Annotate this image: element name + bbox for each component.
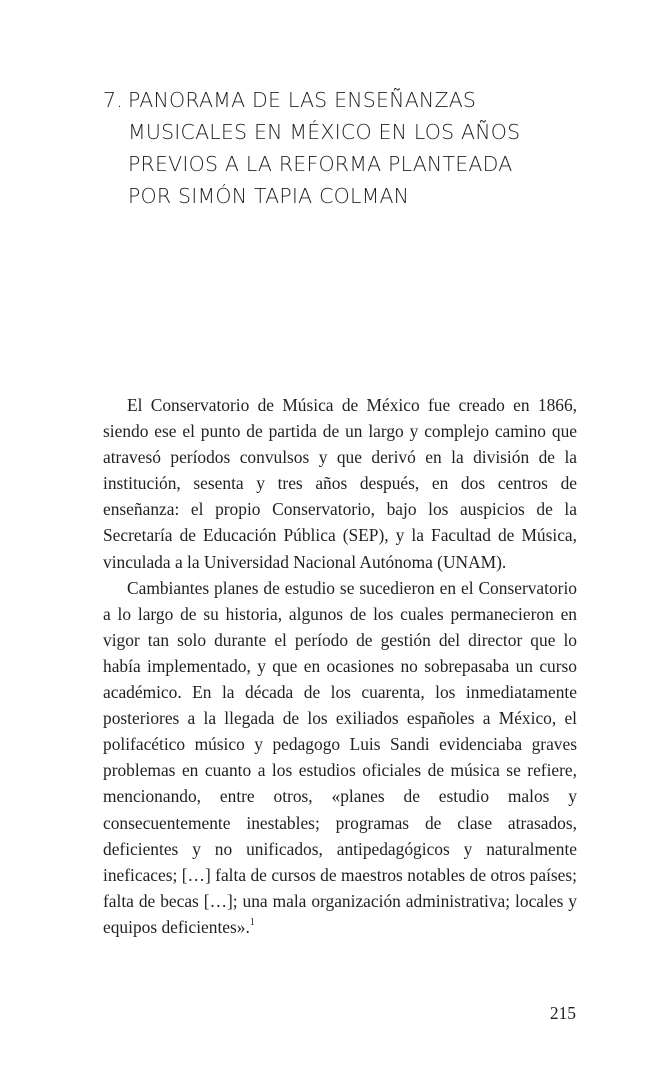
chapter-title-line-1	[103, 84, 573, 116]
chapter-title-line-3: PREVIOS A LA REFORMA PLANTEADA	[128, 151, 513, 176]
chapter-number: 7.	[103, 87, 123, 112]
paragraph-1: El Conservatorio de Música de México fue creado en 1866, siendo ese el punto de partida de un largo y complejo camino que atravesó períodos convulsos y que derivó en la división de la institución, sesenta y tres años después, en dos centros de enseñanza: el propio Conservatorio, bajo los auspicios de la Secretaría de Educación Pública (SEP), y la Facultad de Música, vinculada a la Universidad Nacional Autónoma (UNAM).	[103, 395, 577, 572]
chapter-heading	[103, 84, 573, 212]
paragraph-2	[103, 575, 577, 940]
chapter-title-line-2: MUSICALES EN MÉXICO EN LOS AÑOS	[128, 119, 521, 144]
chapter-title-text-1: PANORAMA DE LAS ENSEÑANZAS	[128, 87, 477, 112]
page-number: 215	[549, 1003, 576, 1023]
chapter-title-line-4: POR SIMÓN TAPIA COLMAN	[128, 183, 410, 208]
paragraph-2-text: Cambiantes planes de estudio se sucedieron en el Conservatorio a lo largo de su historia, algunos de los cuales permanecieron en vigor tan solo durante el período de gestión del director que lo había implementado, y que en ocasiones no sobrepasaba un curso académico. En la década de los cuarenta, los inmediatamente posteriores a la llegada de los exiliados españoles a México, el polifacético músico y pedagogo Luis Sandi evidenciaba graves problemas en cuanto a los estudios oficiales de música se refiere, mencionando, entre otros, «planes de estudio malos y consecuentemente inestables; programas de clase atrasados, deficientes y no unificados, antipedagógicos y naturalmente ineficaces; […] falta de cursos de maestros notables de otros países; falta de becas […]; una mala organización administrativa; locales y equipos deficientes».	[103, 577, 577, 937]
footnote-marker: 1	[249, 917, 255, 929]
body-text	[103, 392, 577, 940]
